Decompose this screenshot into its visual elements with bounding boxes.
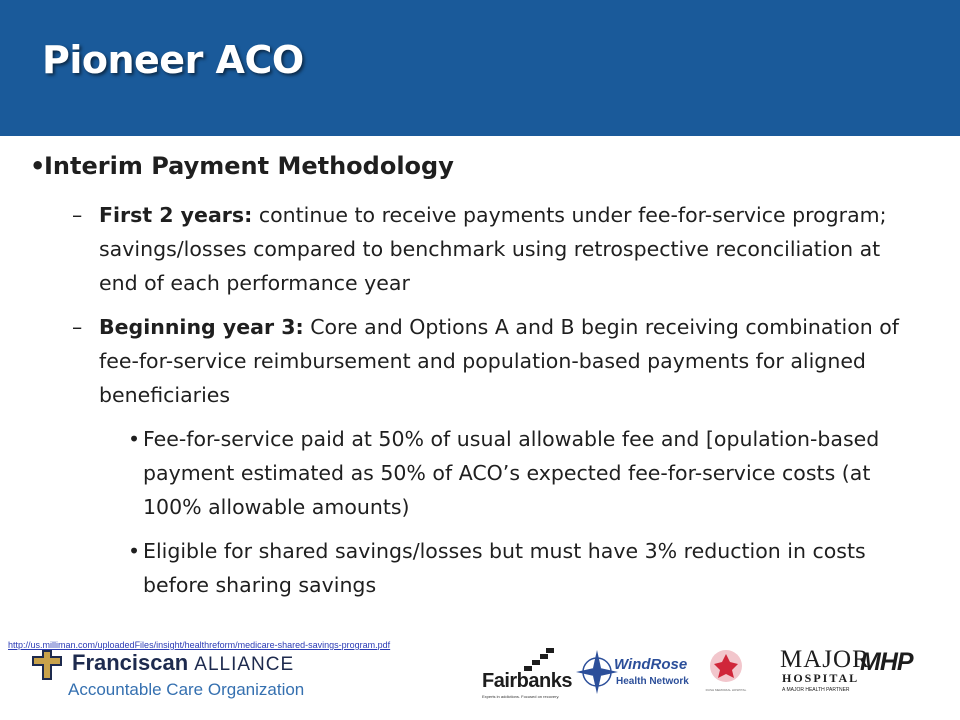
rush-figure-icon [708, 648, 744, 684]
bullet-dot: • [128, 427, 141, 451]
franciscan-name: Franciscan ALLIANCE [72, 650, 295, 675]
sub-bullet-first-2-years [72, 198, 922, 300]
sub-sub-bullet-fee-for-service [128, 422, 928, 524]
rush-name: RUSH MEMORIAL HOSPITAL [705, 688, 747, 692]
dash-marker: – [72, 203, 83, 227]
footer [0, 628, 960, 720]
franciscan-subtitle: Accountable Care Organization [68, 680, 305, 699]
source-link[interactable]: http://us.milliman.com/uploadedFiles/insight/healthreform/medicare-shared-savings-program.pdf [8, 640, 391, 650]
bullet-dot: • [128, 539, 141, 563]
sub-bullet-lead: First 2 years: [99, 203, 253, 227]
sub-bullet-text: Core and Options A and B begin receiving combination of fee-for-service reimbursement and population-based payments for aligned beneficiaries [99, 315, 900, 407]
slide-title: Pioneer ACO [42, 38, 304, 82]
windrose-name: WindRose [614, 656, 688, 673]
main-bullet [30, 152, 910, 180]
sub-bullet-lead: Beginning year 3: [99, 315, 304, 339]
sub-sub-bullet-text: Fee-for-service paid at 50% of usual allowable fee and [opulation-based payment estimated as 50% of ACO’s expected fee-for-service costs (at 100% allowable amounts) [143, 427, 880, 519]
windrose-logo [574, 646, 692, 702]
fairbanks-name: Fairbanks [482, 670, 572, 692]
franciscan-cross-icon [30, 648, 64, 682]
sub-sub-bullet-text: Eligible for shared savings/losses but must have 3% reduction in costs before sharing savings [143, 539, 866, 597]
major-name: MAJOR [780, 646, 870, 673]
dash-marker: – [72, 315, 83, 339]
major-hospital-logo [780, 646, 870, 693]
windrose-subtitle: Health Network [616, 676, 689, 687]
hospital-name: HOSPITAL [782, 671, 860, 685]
major-tagline: A MAJOR HEALTH PARTNER [782, 687, 850, 693]
fairbanks-tagline: Experts in addictions. Focused on recovery. [482, 694, 560, 699]
sub-bullet-text: continue to receive payments under fee-for-service program; savings/losses compared to benchmark using retrospective reconciliation at end of each performance year [99, 203, 887, 295]
mhp-name: MHP [860, 648, 913, 676]
rush-memorial-logo [704, 646, 748, 706]
sub-sub-bullet-eligible [128, 534, 928, 602]
mhp-logo [860, 648, 924, 680]
sub-bullet-beginning-year-3 [72, 310, 922, 412]
fairbanks-logo [482, 642, 572, 708]
franciscan-alliance-logo [30, 650, 330, 718]
main-bullet-text: Interim Payment Methodology [44, 152, 454, 180]
bullet-dot: • [30, 152, 46, 180]
title-bar [0, 0, 960, 136]
